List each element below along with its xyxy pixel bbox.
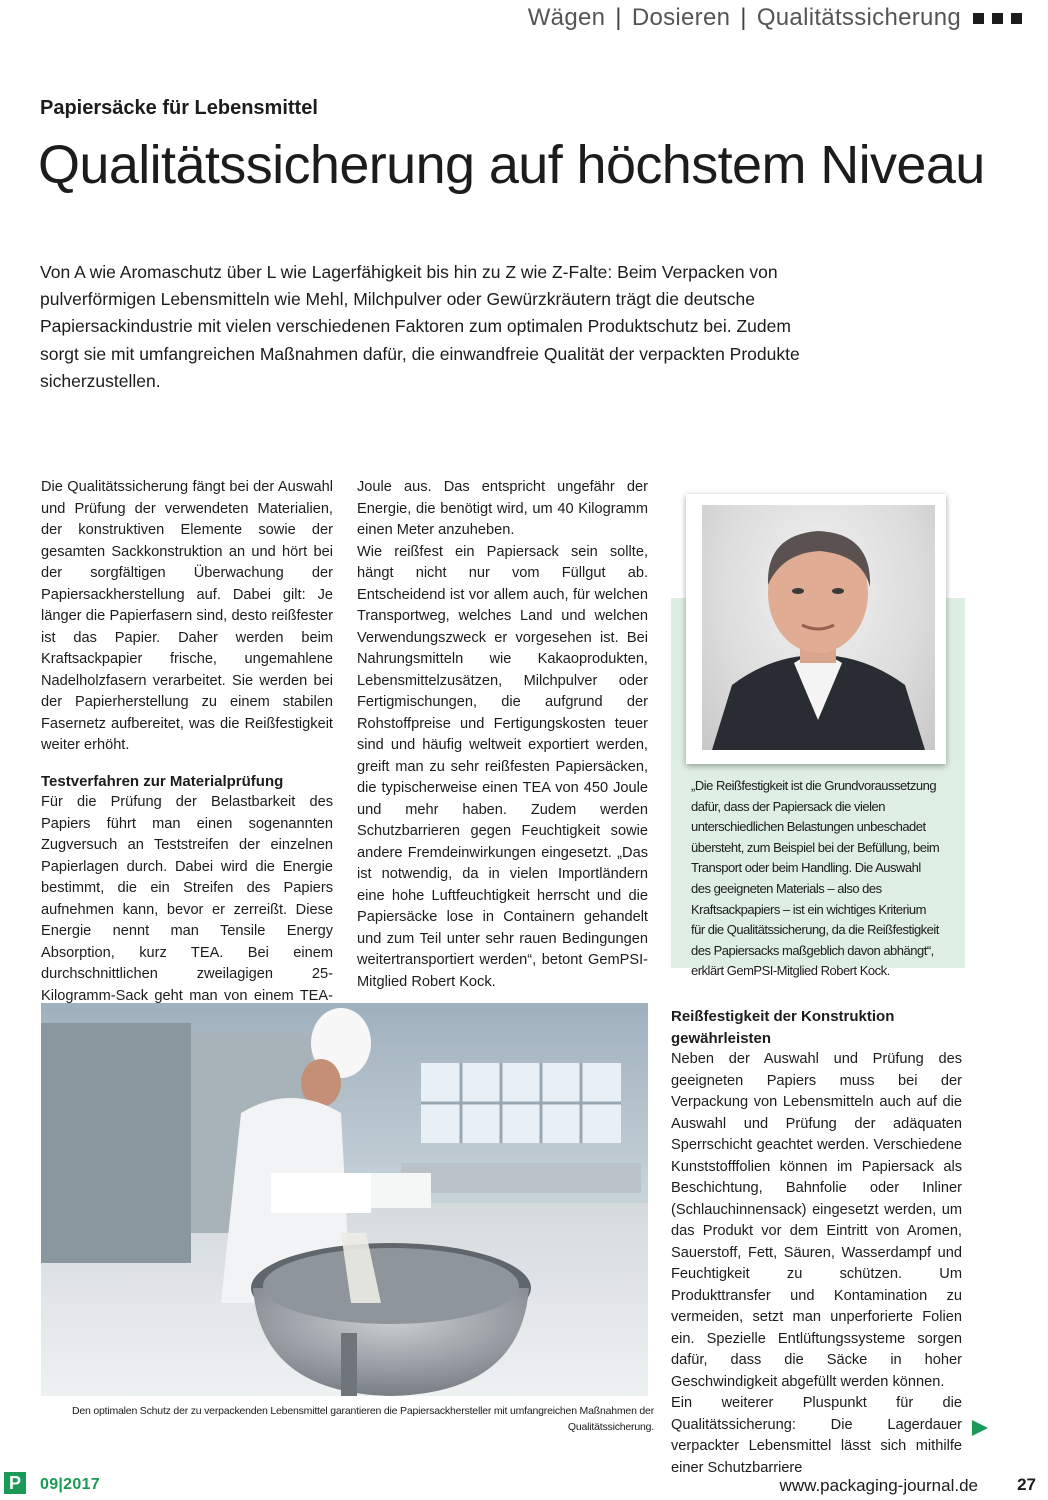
article-headline: Qualitätssicherung auf höchstem Niveau — [38, 135, 985, 195]
paragraph: Ein weiterer Pluspunkt für die Qualitätssicherung: Die Lagerdauer verpackter Lebensmittel lässt sich mithilfe einer Schutzbarriere — [671, 1395, 962, 1476]
body-column-1 — [41, 477, 333, 1029]
portrait-frame — [686, 494, 946, 764]
article-lead: Von A wie Aromaschutz über L wie Lagerfähigkeit bis hin zu Z wie Z-Falte: Beim Verpacken von pulverförmigen Lebensmitteln wie Mehl, Milchpulver oder Gewürzkräutern trägt die deutsche Papiersackindustrie mit vielen verschiedenen Faktoren zum optimalen Produktschutz bei. Zudem sorgt sie mit umfangreichen Maßnahmen dafür, die einwandfreie Qualität der verpackten Produkte sicherzustellen. — [40, 262, 800, 391]
nav-separator: | — [615, 4, 622, 31]
nav-separator: | — [740, 4, 747, 31]
page-number: 27 — [1017, 1475, 1036, 1494]
continue-arrow-icon — [972, 1420, 988, 1436]
article-kicker: Papiersäcke für Lebensmittel — [40, 97, 318, 119]
nav-item-qualitaetssicherung: Qualitätssicherung — [756, 4, 961, 31]
paragraph: Für die Prüfung der Belastbarkeit des Papiers führt man einen sogenannten Zugversuch an Teststreifen der einzelnen Papierlagen durch. Dabei wird die Energie bestimmt, die ein Streifen des Papiers aufnehmen kann, bevor er zerreißt. Diese Energie nennt man Tensile Energy Absorption, kurz TEA. Bei einem durchschnittlichen zweilagigen 25-Kilogramm-Sack geht man von einem TEA- — [41, 794, 333, 1004]
magazine-logo: P — [4, 1472, 26, 1494]
paragraph: Neben der Auswahl und Prüfung des geeigneten Papiers muss bei der Verpackung von Lebensmitteln auch auf die Auswahl und Prüfung der adäquaten Sperrschicht geachtet werden. Verschiedene Kunststofffolien können im Papiersack als Beschichtung, Bahnfolie oder Inliner (Schlauchinnensack) eingesetzt werden, um das Produkt vor dem Eintritt von Aromen, Sauerstoff, Fett, Säuren, Wasserdampf und Feuchtigkeit zu schützen. Um Produkttransfer und Kontamination zu vermeiden, setzt man unperforierte Folien ein. Spezielle Entlüftungssysteme sorgen dafür, dass die Säcke in hoher Geschwindigkeit abgefüllt werden können. — [671, 1051, 962, 1390]
issue-number: 09|2017 — [40, 1476, 100, 1493]
body-column-3 — [671, 1006, 962, 1479]
paragraph: Wie reißfest ein Papiersack sein sollte, hängt nicht nur vom Füllgut ab. Entscheidend ist vor allem auch, für welchen Transportweg, welches Land und welchen Verwendungszweck er vorgesehen ist. Bei Nahrungsmitteln wie Kakaoprodukten, Lebensmittelzusätzen, Milchpulver oder Fertigmischungen, die aufgrund der Rohstoffpreise und Fertigungskosten teuer sind und häufig weltweit exportiert werden, greift man zu sehr reißfesten Papiersäcken, die typischerweise einen TEA von 450 Joule und mehr haben. Zudem werden Schutzbarrieren gegen Feuchtigkeit sowie andere Fremdeinwirkungen eingesetzt. „Das ist notwendig, da in vielen Importländern eine hohe Luftfeuchtigkeit herrscht und die Papiersäcke lose in Containern gehandelt und zum Teil unter sehr rauen Bedingungen weitertransportiert werden“, betont GemPSI-Mitglied Robert Kock. — [357, 543, 648, 990]
nav-item-dosieren: Dosieren — [631, 4, 731, 31]
pull-quote: „Die Reißfestigkeit ist die Grundvoraussetzung dafür, dass der Papiersack die vielen unterschiedlichen Belastungen unbeschadet übersteht, zum Beispiel bei der Befüllung, beim Transport oder beim Handling. Die Auswahl des geeigneten Materials – also des Kraftsackpapiers – ist ein wichtiges Kriterium für die Qualitätssicherung, da die Reißfestigkeit des Papiersacks maßgeblich davon abhängt“, erklärt GemPSI-Mitglied Robert Kock. — [691, 778, 940, 979]
paragraph: Joule aus. Das entspricht ungefähr der Energie, die benötigt wird, um 40 Kilogramm einen Meter anzuheben. — [357, 479, 648, 538]
bakery-photo — [41, 1003, 648, 1396]
paragraph: Die Qualitätssicherung fängt bei der Auswahl und Prüfung der verwendeten Materialien, der konstruktiven Elemente sowie der gesamten Sackkonstruktion an und hört bei der sorgfältigen Überwachung der Papiersackherstellung auf. Dabei gilt: Je länger die Papierfasern sind, desto reißfester ist das Papier. Daher werden beim Kraftsackpapier frische, ungemahlene Nadelholzfasern verarbeitet. Sie werden bei der Papierherstellung zu einem stabilen Fasernetz aufbereitet, was die Reißfestigkeit weiter erhöht. — [41, 479, 333, 753]
photo-caption: Den optimalen Schutz der zu verpackenden Lebensmittel garantieren die Papiersackhersteller mit umfangreichen Maßnahmen der Qualitätssicherung. — [71, 1405, 654, 1433]
nav-item-waegen: Wägen — [527, 4, 606, 31]
portrait-photo — [702, 505, 935, 750]
decorative-squares-icon — [973, 13, 1022, 24]
subheading: Testverfahren zur Materialprüfung — [41, 772, 284, 790]
subheading: Reißfestigkeit der Konstruktion gewährleisten — [671, 1008, 895, 1047]
section-breadcrumb — [528, 4, 1022, 32]
website-url[interactable]: www.packaging-journal.de — [779, 1476, 978, 1495]
body-column-2 — [357, 477, 648, 993]
